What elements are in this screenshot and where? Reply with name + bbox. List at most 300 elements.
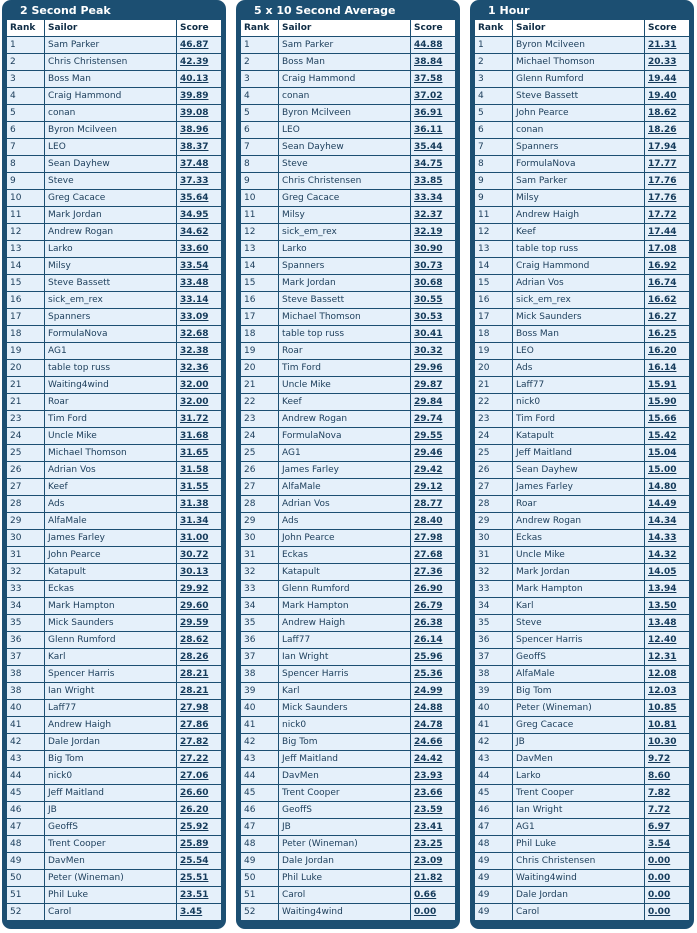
score-link[interactable]: 24.42 (414, 754, 443, 764)
score-link[interactable]: 13.94 (648, 584, 677, 594)
table-row (241, 513, 455, 530)
score-link[interactable]: 37.33 (180, 176, 209, 186)
score-link[interactable]: 29.60 (180, 601, 209, 611)
sailor-cell: GeoffS (513, 649, 645, 665)
score-link[interactable]: 37.02 (414, 91, 443, 101)
sailor-cell: nick0 (279, 717, 411, 733)
score-link[interactable]: 46.87 (180, 40, 209, 50)
score-link[interactable]: 28.21 (180, 686, 209, 696)
table-row (241, 360, 455, 377)
score-link[interactable]: 32.36 (180, 363, 209, 373)
score-link[interactable]: 33.54 (180, 261, 209, 271)
rank-cell: 4 (241, 88, 279, 104)
score-link[interactable]: 32.37 (414, 210, 443, 220)
score-link[interactable]: 27.22 (180, 754, 209, 764)
rank-cell: 13 (241, 241, 279, 257)
score-link[interactable]: 17.77 (648, 159, 677, 169)
score-link[interactable]: 36.11 (414, 125, 443, 135)
score-link[interactable]: 16.27 (648, 312, 677, 322)
score-link[interactable]: 27.82 (180, 737, 209, 747)
rank-cell: 17 (241, 309, 279, 325)
score-link[interactable]: 28.62 (180, 635, 209, 645)
score-link[interactable]: 15.00 (648, 465, 677, 475)
table-row (7, 836, 221, 853)
score-link[interactable]: 33.85 (414, 176, 443, 186)
score-link[interactable]: 30.68 (414, 278, 443, 288)
score-link[interactable]: 12.40 (648, 635, 677, 645)
rank-cell: 22 (241, 394, 279, 410)
table-row (7, 377, 221, 394)
table-row (475, 479, 689, 496)
table-row (241, 479, 455, 496)
rank-cell: 44 (7, 768, 45, 784)
sailor-cell: Chris Christensen (279, 173, 411, 189)
sailor-cell: AlfaMale (45, 513, 177, 529)
score-link[interactable]: 37.48 (180, 159, 209, 169)
rank-cell: 20 (475, 360, 513, 376)
score-link[interactable]: 29.96 (414, 363, 443, 373)
table-row (241, 445, 455, 462)
sailor-cell: Carol (45, 904, 177, 920)
rank-cell: 47 (7, 819, 45, 835)
score-link[interactable]: 14.05 (648, 567, 677, 577)
score-link[interactable]: 14.33 (648, 533, 677, 543)
score-link[interactable]: 10.30 (648, 737, 677, 747)
score-link[interactable]: 25.51 (180, 873, 209, 883)
sailor-cell: Spanners (279, 258, 411, 274)
sailor-cell: Larko (45, 241, 177, 257)
score-link[interactable]: 24.78 (414, 720, 443, 730)
table-row (7, 207, 221, 224)
score-link[interactable]: 12.08 (648, 669, 677, 679)
rank-cell: 31 (241, 547, 279, 563)
score-link[interactable]: 31.72 (180, 414, 209, 424)
rank-cell: 2 (7, 54, 45, 70)
score-link[interactable]: 28.40 (414, 516, 443, 526)
leaderboard-2-second-peak (2, 0, 226, 929)
sailor-cell: FormulaNova (45, 326, 177, 342)
score-link[interactable]: 23.51 (180, 890, 209, 900)
score-link[interactable]: 3.45 (180, 907, 203, 917)
score-link[interactable]: 28.21 (180, 669, 209, 679)
score-link[interactable]: 25.54 (180, 856, 209, 866)
score-link[interactable]: 14.34 (648, 516, 677, 526)
table-row (7, 632, 221, 649)
sailor-cell: table top russ (45, 360, 177, 376)
score-link[interactable]: 36.91 (414, 108, 443, 118)
score-link[interactable]: 9.72 (648, 754, 671, 764)
score-link[interactable]: 0.00 (648, 907, 671, 917)
rank-cell: 37 (241, 649, 279, 665)
score-header: Score (180, 23, 209, 33)
table-row (7, 904, 221, 921)
score-link[interactable]: 29.12 (414, 482, 443, 492)
rank-cell: 35 (7, 615, 45, 631)
score-link[interactable]: 19.44 (648, 74, 677, 84)
sailor-cell: Jeff Maitland (513, 445, 645, 461)
sailor-cell: Steve Bassett (45, 275, 177, 291)
sailor-cell: Milsy (279, 207, 411, 223)
score-link[interactable]: 7.82 (648, 788, 671, 798)
score-link[interactable]: 23.93 (414, 771, 443, 781)
score-link[interactable]: 23.09 (414, 856, 443, 866)
score-link[interactable]: 7.72 (648, 805, 671, 815)
score-link[interactable]: 3.54 (648, 839, 671, 849)
sailor-cell: Carol (513, 904, 645, 920)
score-link[interactable]: 27.98 (180, 703, 209, 713)
sailor-cell: Sean Dayhew (45, 156, 177, 172)
rank-cell: 10 (241, 190, 279, 206)
table-row (241, 275, 455, 292)
table-row (241, 581, 455, 598)
table-row (475, 513, 689, 530)
score-link[interactable]: 31.65 (180, 448, 209, 458)
rank-cell: 29 (475, 513, 513, 529)
score-link[interactable]: 31.68 (180, 431, 209, 441)
sailor-cell: sick_em_rex (513, 292, 645, 308)
score-link[interactable]: 29.59 (180, 618, 209, 628)
rank-cell: 24 (475, 428, 513, 444)
sailor-cell: Eckas (279, 547, 411, 563)
table-row (241, 802, 455, 819)
rank-cell: 32 (241, 564, 279, 580)
score-link[interactable]: 25.89 (180, 839, 209, 849)
score-link[interactable]: 6.97 (648, 822, 671, 832)
score-link[interactable]: 35.64 (180, 193, 209, 203)
table-row (7, 343, 221, 360)
score-link[interactable]: 33.34 (414, 193, 443, 203)
score-link[interactable]: 30.72 (180, 550, 209, 560)
rank-cell: 8 (475, 156, 513, 172)
score-link[interactable]: 24.88 (414, 703, 443, 713)
score-link[interactable]: 32.00 (180, 380, 209, 390)
score-link[interactable]: 28.26 (180, 652, 209, 662)
score-link[interactable]: 23.66 (414, 788, 443, 798)
score-link[interactable]: 38.37 (180, 142, 209, 152)
table-row (475, 360, 689, 377)
rank-cell: 36 (475, 632, 513, 648)
sailor-cell: Boss Man (45, 71, 177, 87)
table-row (241, 122, 455, 139)
score-link[interactable]: 17.76 (648, 176, 677, 186)
score-link[interactable]: 15.04 (648, 448, 677, 458)
sailor-cell: Katapult (279, 564, 411, 580)
score-link[interactable]: 29.55 (414, 431, 443, 441)
sailor-cell: Steve Bassett (279, 292, 411, 308)
sailor-cell: Dale Jordan (279, 853, 411, 869)
score-link[interactable]: 32.00 (180, 397, 209, 407)
table-row (241, 105, 455, 122)
rank-cell: 38 (475, 666, 513, 682)
table-row (241, 241, 455, 258)
rank-cell: 7 (241, 139, 279, 155)
rank-cell: 39 (241, 683, 279, 699)
score-link[interactable]: 29.84 (414, 397, 443, 407)
score-link[interactable]: 30.90 (414, 244, 443, 254)
score-link[interactable]: 23.25 (414, 839, 443, 849)
score-link[interactable]: 0.00 (648, 873, 671, 883)
score-link[interactable]: 44.88 (414, 40, 443, 50)
sailor-cell: table top russ (513, 241, 645, 257)
rank-cell: 32 (7, 564, 45, 580)
table-row (241, 768, 455, 785)
score-link[interactable]: 20.33 (648, 57, 677, 67)
sailor-cell: Andrew Rogan (513, 513, 645, 529)
rank-cell: 2 (475, 54, 513, 70)
score-link[interactable]: 30.73 (414, 261, 443, 271)
score-link[interactable]: 26.90 (414, 584, 443, 594)
score-link[interactable]: 16.92 (648, 261, 677, 271)
rank-cell: 34 (7, 598, 45, 614)
rank-cell: 21 (241, 377, 279, 393)
score-link[interactable]: 27.06 (180, 771, 209, 781)
table-row (241, 190, 455, 207)
score-link[interactable]: 17.44 (648, 227, 677, 237)
table-row (7, 870, 221, 887)
table-row (241, 411, 455, 428)
score-link[interactable]: 31.00 (180, 533, 209, 543)
score-link[interactable]: 14.32 (648, 550, 677, 560)
table-row (475, 768, 689, 785)
score-link[interactable]: 26.14 (414, 635, 443, 645)
table-body (7, 37, 221, 921)
score-link[interactable]: 0.66 (414, 890, 437, 900)
score-link[interactable]: 34.75 (414, 159, 443, 169)
sailor-cell: Ian Wright (513, 802, 645, 818)
score-link[interactable]: 12.31 (648, 652, 677, 662)
score-link[interactable]: 14.80 (648, 482, 677, 492)
rank-cell: 19 (241, 343, 279, 359)
score-link[interactable]: 0.00 (414, 907, 437, 917)
table-body (241, 37, 455, 921)
score-link[interactable]: 25.36 (414, 669, 443, 679)
score-link[interactable]: 25.92 (180, 822, 209, 832)
sailor-cell: Trent Cooper (279, 785, 411, 801)
sailor-cell: James Farley (279, 462, 411, 478)
score-link[interactable]: 30.13 (180, 567, 209, 577)
table-row (241, 904, 455, 921)
rank-cell: 13 (7, 241, 45, 257)
score-link[interactable]: 15.66 (648, 414, 677, 424)
score-link[interactable]: 31.55 (180, 482, 209, 492)
sailor-cell: GeoffS (279, 802, 411, 818)
sailor-cell: Greg Cacace (279, 190, 411, 206)
score-link[interactable]: 34.62 (180, 227, 209, 237)
score-link[interactable]: 21.82 (414, 873, 443, 883)
rank-cell: 52 (241, 904, 279, 920)
score-link[interactable]: 16.74 (648, 278, 677, 288)
sailor-cell: Spanners (45, 309, 177, 325)
sailor-cell: Adrian Vos (279, 496, 411, 512)
table-row (475, 819, 689, 836)
score-link[interactable]: 30.53 (414, 312, 443, 322)
score-link[interactable]: 27.98 (414, 533, 443, 543)
rank-cell: 17 (475, 309, 513, 325)
score-link[interactable]: 32.38 (180, 346, 209, 356)
score-link[interactable]: 17.76 (648, 193, 677, 203)
score-link[interactable]: 13.50 (648, 601, 677, 611)
sailor-cell: AG1 (45, 343, 177, 359)
rank-cell: 48 (7, 836, 45, 852)
rank-cell: 15 (475, 275, 513, 291)
score-link[interactable]: 30.41 (414, 329, 443, 339)
score-link[interactable]: 12.03 (648, 686, 677, 696)
score-link[interactable]: 10.81 (648, 720, 677, 730)
table-row (7, 360, 221, 377)
rank-cell: 25 (475, 445, 513, 461)
score-link[interactable]: 8.60 (648, 771, 671, 781)
score-link[interactable]: 40.13 (180, 74, 209, 84)
score-link[interactable]: 19.40 (648, 91, 677, 101)
score-link[interactable]: 0.00 (648, 890, 671, 900)
score-link[interactable]: 0.00 (648, 856, 671, 866)
rank-cell: 34 (475, 598, 513, 614)
score-link[interactable]: 23.41 (414, 822, 443, 832)
score-link[interactable]: 29.74 (414, 414, 443, 424)
table-row (7, 581, 221, 598)
table-row (241, 496, 455, 513)
rank-cell: 49 (241, 853, 279, 869)
leaderboard-5x10-second-average (236, 0, 460, 929)
score-link[interactable]: 29.42 (414, 465, 443, 475)
score-link[interactable]: 16.20 (648, 346, 677, 356)
score-link[interactable]: 27.68 (414, 550, 443, 560)
table-row (7, 88, 221, 105)
score-link[interactable]: 18.62 (648, 108, 677, 118)
rank-cell: 30 (475, 530, 513, 546)
score-link[interactable]: 39.08 (180, 108, 209, 118)
score-link[interactable]: 33.60 (180, 244, 209, 254)
table-row (7, 54, 221, 71)
table-row (7, 513, 221, 530)
table-row (475, 581, 689, 598)
score-link[interactable]: 24.66 (414, 737, 443, 747)
score-link[interactable]: 15.90 (648, 397, 677, 407)
table-row (241, 717, 455, 734)
score-link[interactable]: 15.42 (648, 431, 677, 441)
score-link[interactable]: 26.60 (180, 788, 209, 798)
score-link[interactable]: 21.31 (648, 40, 677, 50)
table-row (7, 275, 221, 292)
rank-cell: 23 (475, 411, 513, 427)
sailor-cell: Boss Man (513, 326, 645, 342)
panel-title: 5 x 10 Second Average (254, 4, 396, 17)
score-link[interactable]: 33.48 (180, 278, 209, 288)
table-row (241, 326, 455, 343)
score-link[interactable]: 38.96 (180, 125, 209, 135)
score-link[interactable]: 35.44 (414, 142, 443, 152)
score-link[interactable]: 17.72 (648, 210, 677, 220)
score-link[interactable]: 24.99 (414, 686, 443, 696)
table-row (7, 802, 221, 819)
rank-header: Rank (241, 20, 279, 36)
score-link[interactable]: 25.96 (414, 652, 443, 662)
table-row (475, 802, 689, 819)
score-link[interactable]: 34.95 (180, 210, 209, 220)
score-header: Score (648, 23, 677, 33)
sailor-cell: FormulaNova (279, 428, 411, 444)
score-link[interactable]: 26.20 (180, 805, 209, 815)
sailor-cell: FormulaNova (513, 156, 645, 172)
score-link[interactable]: 17.08 (648, 244, 677, 254)
score-link[interactable]: 14.49 (648, 499, 677, 509)
table-row (7, 479, 221, 496)
score-link[interactable]: 16.62 (648, 295, 677, 305)
score-link[interactable]: 13.48 (648, 618, 677, 628)
table-row (7, 105, 221, 122)
score-link[interactable]: 29.46 (414, 448, 443, 458)
score-link[interactable]: 27.36 (414, 567, 443, 577)
table-row (475, 632, 689, 649)
sailor-cell: AG1 (279, 445, 411, 461)
score-link[interactable]: 15.91 (648, 380, 677, 390)
rank-cell: 14 (475, 258, 513, 274)
score-link[interactable]: 16.14 (648, 363, 677, 373)
table-row (241, 870, 455, 887)
rank-cell: 47 (241, 819, 279, 835)
table-row (7, 649, 221, 666)
score-link[interactable]: 39.89 (180, 91, 209, 101)
score-link[interactable]: 23.59 (414, 805, 443, 815)
score-link[interactable]: 18.26 (648, 125, 677, 135)
score-link[interactable]: 37.58 (414, 74, 443, 84)
score-link[interactable]: 17.94 (648, 142, 677, 152)
score-link[interactable]: 38.84 (414, 57, 443, 67)
score-link[interactable]: 30.32 (414, 346, 443, 356)
table-row (475, 734, 689, 751)
score-link[interactable]: 16.25 (648, 329, 677, 339)
table-body (475, 37, 689, 921)
rank-cell: 27 (475, 479, 513, 495)
table-row (7, 224, 221, 241)
score-link[interactable]: 32.19 (414, 227, 443, 237)
score-link[interactable]: 26.38 (414, 618, 443, 628)
table-row (241, 173, 455, 190)
sailor-cell: Trent Cooper (45, 836, 177, 852)
sailor-cell: Craig Hammond (513, 258, 645, 274)
rank-cell: 40 (241, 700, 279, 716)
score-link[interactable]: 10.85 (648, 703, 677, 713)
sailor-cell: Karl (45, 649, 177, 665)
sailor-cell: Dale Jordan (45, 734, 177, 750)
sailor-cell: Greg Cacace (513, 717, 645, 733)
score-link[interactable]: 32.68 (180, 329, 209, 339)
score-link[interactable]: 26.79 (414, 601, 443, 611)
table-row (241, 700, 455, 717)
score-link[interactable]: 31.38 (180, 499, 209, 509)
score-link[interactable]: 29.92 (180, 584, 209, 594)
table-row (7, 496, 221, 513)
sailor-cell: Waiting4wind (45, 377, 177, 393)
score-link[interactable]: 33.09 (180, 312, 209, 322)
sailor-cell: Steve (279, 156, 411, 172)
score-link[interactable]: 42.39 (180, 57, 209, 67)
score-link[interactable]: 31.34 (180, 516, 209, 526)
score-link[interactable]: 33.14 (180, 295, 209, 305)
rank-cell: 8 (7, 156, 45, 172)
rank-cell: 49 (475, 870, 513, 886)
sailor-cell: Keef (513, 224, 645, 240)
table-row (7, 37, 221, 54)
table-row (475, 224, 689, 241)
score-link[interactable]: 27.86 (180, 720, 209, 730)
score-link[interactable]: 31.58 (180, 465, 209, 475)
sailor-cell: Tim Ford (45, 411, 177, 427)
table-row (7, 428, 221, 445)
score-link[interactable]: 28.77 (414, 499, 443, 509)
score-link[interactable]: 29.87 (414, 380, 443, 390)
score-link[interactable]: 30.55 (414, 295, 443, 305)
